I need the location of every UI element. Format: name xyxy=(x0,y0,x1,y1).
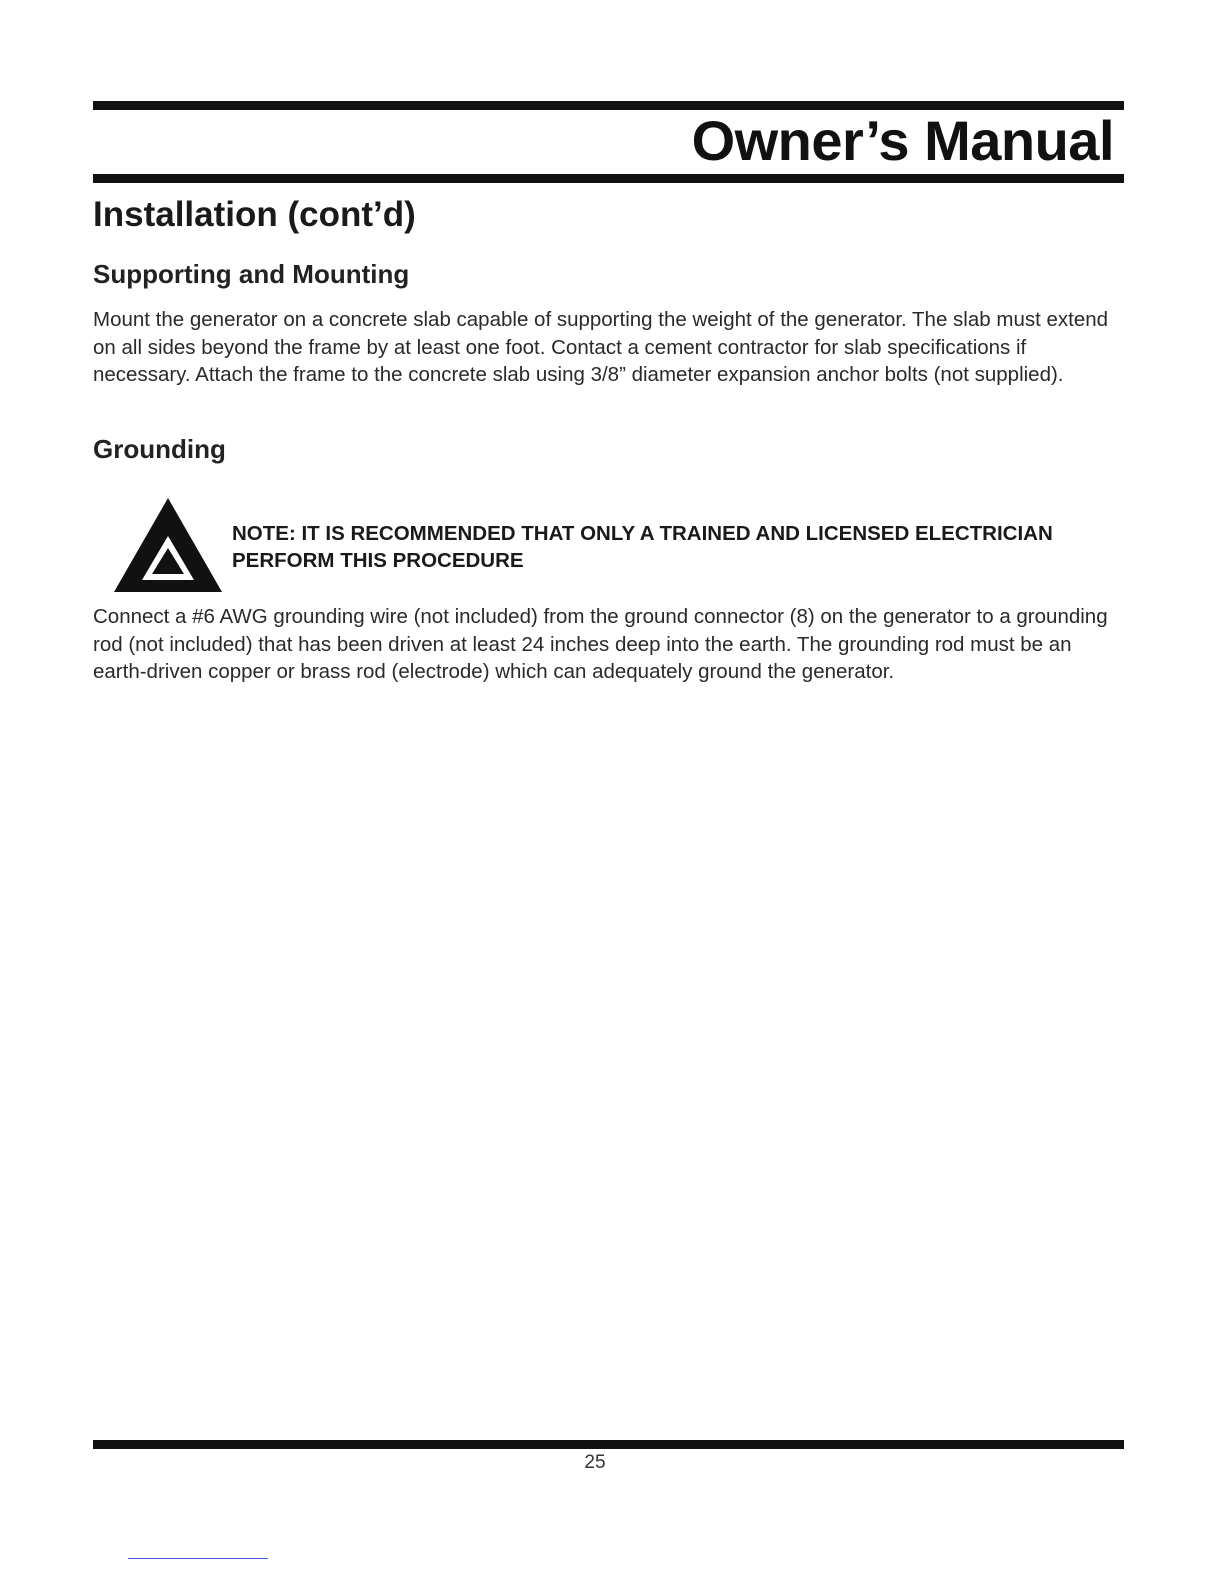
footer-rule xyxy=(93,1440,1124,1449)
scan-artifact-line xyxy=(128,1558,268,1559)
page-number: 25 xyxy=(584,1452,606,1473)
manual-title: Owner’s Manual xyxy=(691,109,1114,172)
section-title: Installation (cont’d) xyxy=(93,195,416,234)
warning-note: NOTE: IT IS RECOMMENDED THAT ONLY A TRAINED AND LICENSED ELECTRICIAN PERFORM THIS PROCEDURE xyxy=(232,522,1053,572)
header-rule-bottom xyxy=(93,174,1124,183)
grounding-heading: Grounding xyxy=(93,434,226,464)
warning-triangle-icon xyxy=(112,496,224,594)
supporting-heading: Supporting and Mounting xyxy=(93,259,410,289)
supporting-paragraph: Mount the generator on a concrete slab capable of supporting the weight of the generator. The slab must extend on all sides beyond the frame by at least one foot. Contact a cement contractor for slab specifications if necessary. Attach the frame to the concrete slab using 3/8” diameter expansion anchor bolts (not supplied). xyxy=(93,308,1109,386)
grounding-paragraph: Connect a #6 AWG grounding wire (not included) from the ground connector (8) on the generator to a grounding rod (not included) that has been driven at least 24 inches deep into the earth. The grounding rod must be an earth-driven copper or brass rod (electrode) which can adequately ground the generator. xyxy=(93,605,1108,683)
